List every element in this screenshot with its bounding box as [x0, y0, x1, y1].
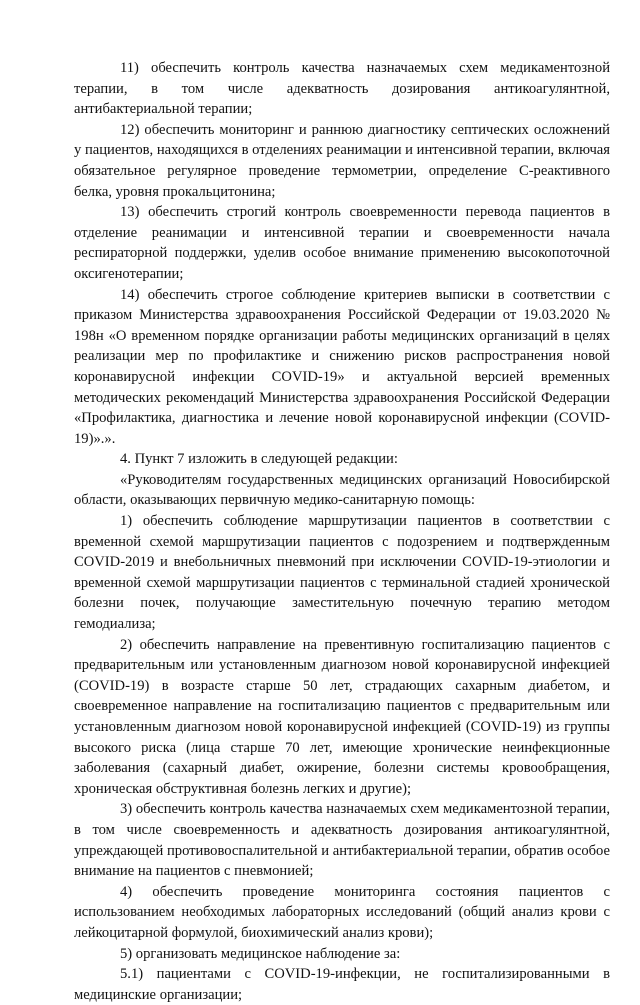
paragraph-item-11: 11) обеспечить контроль качества назначаемых схем медикаментозной терапии, в том числе адекватность дозирования антикоагулянтной, антибактериальной терапии;	[74, 60, 610, 118]
paragraph-item-1: 1) обеспечить соблюдение маршрутизации пациентов в соответствии с временной схемой маршрутизации пациентов с подозрением и подтвержденным COVID-2019 и внебольничных пневмоний при исключении COVID-19-этиологии и временной схемой маршрутизации пациентов с терминальной стадией хронической болезни почек, получающие заместительную почечную терапию методом гемодиализа;	[74, 513, 610, 633]
paragraph-point-4: 4. Пункт 7 изложить в следующей редакции:	[120, 451, 398, 468]
paragraph-item-2: 2) обеспечить направление на превентивную госпитализацию пациентов с предварительным или установленным диагнозом новой коронавирусной инфекцией (COVID-19) в возрасте старше 50 лет, страдающих сахарным диабетом, и своевременное направление на госпитализацию пациентов с предварительным или установленным диагнозом новой коронавирусной инфекцией (COVID-19) из группы высокого риска (лица старше 70 лет, имеющие хронические неинфекционные заболевания (сахарный диабет, ожирение, болезни системы кровообращения, хроническая обструктивная болезнь легких и другие);	[74, 636, 610, 797]
paragraph-item-13: 13) обеспечить строгий контроль своевременности перевода пациентов в отделение реанимации и интенсивной терапии и своевременности начала респираторной поддержки, уделив особое внимание применению высокопоточной оксигенотерапии;	[74, 204, 610, 282]
paragraph-item-5: 5) организовать медицинское наблюдение за:	[120, 945, 401, 962]
document-page	[74, 58, 610, 1005]
paragraph-item-12: 12) обеспечить мониторинг и раннюю диагностику септических осложнений у пациентов, находящихся в отделениях реанимации и интенсивной терапии, включая обязательное регулярное проведение термометрии, определение С-реактивного белка, уровня прокальцитонина;	[74, 121, 610, 200]
paragraph-addressees: «Руководителям государственных медицинских организаций Новосибирской области, оказывающих первичную медико-санитарную помощь:	[74, 471, 610, 509]
paragraph-item-3: 3) обеспечить контроль качества назначаемых схем медикаментозной терапии, в том числе своевременность и адекватность дозирования антикоагулянтной, упреждающей противовоспалительной и антибактериальной терапии, обратив особое внимание на пациентов с пневмонией;	[74, 801, 610, 880]
paragraph-item-4: 4) обеспечить проведение мониторинга состояния пациентов с использованием необходимых лабораторных исследований (общий анализ крови с лейкоцитарной формулой, биохимический анализ крови);	[74, 883, 610, 941]
paragraph-item-14: 14) обеспечить строгое соблюдение критериев выписки в соответствии с приказом Министерства здравоохранения Российской Федерации от 19.03.2020 № 198н «О временном порядке организации работы медицинских организаций в целях реализации мер по профилактике и снижению рисков распространения новой коронавирусной инфекции COVID-19» и актуальной версией временных методических рекомендаций Министерства здравоохранения Российской Федерации «Профилактика, диагностика и лечение новой коронавирусной инфекции (COVID-19)».».	[74, 286, 610, 447]
paragraph-item-5-1: 5.1) пациентами с COVID-19-инфекции, не госпитализированными в медицинские организации;	[74, 966, 610, 1003]
